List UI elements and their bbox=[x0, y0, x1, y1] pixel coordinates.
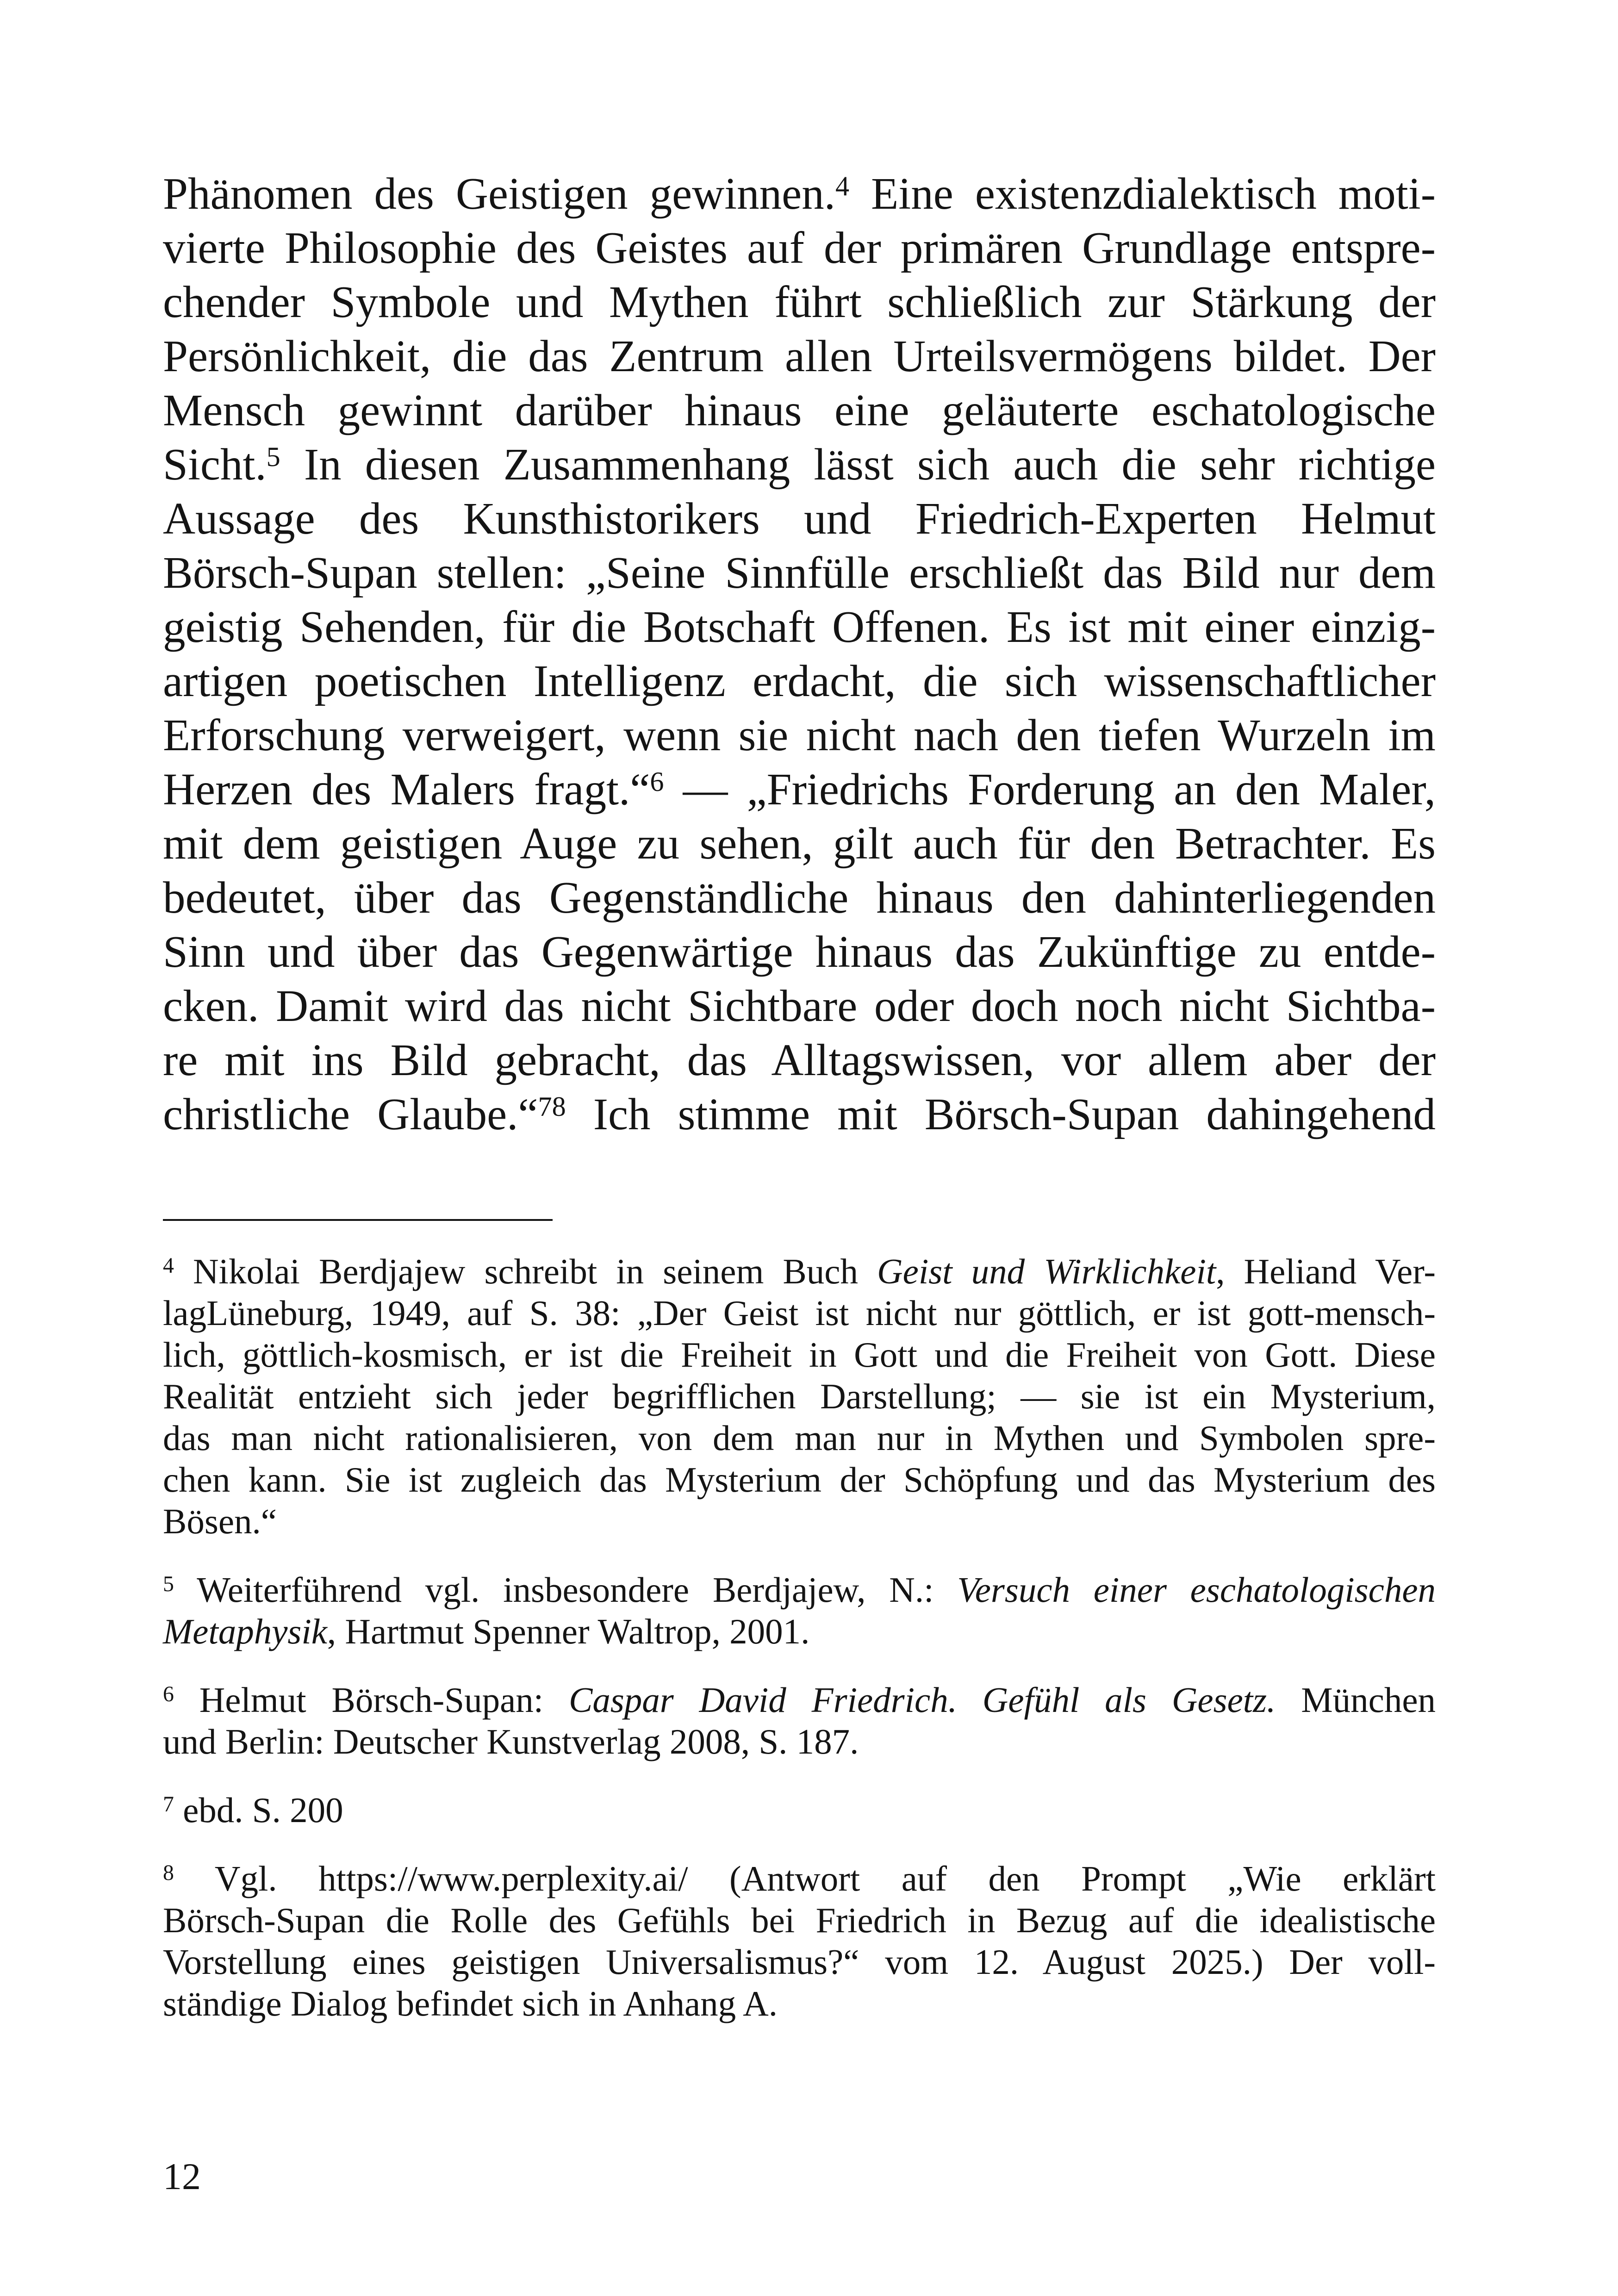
footnote-number: 8 bbox=[163, 1860, 174, 1885]
book-title: Caspar David Friedrich. Gefühl als Gesetz. bbox=[568, 1680, 1276, 1720]
book-title: Geist und Wirklichkeit bbox=[877, 1251, 1216, 1291]
body-line: Erforschung verweigert, wenn sie nicht nach den tiefen Wurzeln im bbox=[163, 710, 1436, 760]
body-line: bedeutet, über das Gegenständliche hinaus den dahinterliegenden bbox=[163, 873, 1436, 922]
body-line: cken. Damit wird das nicht Sichtbare oder doch noch nicht Sichtba- bbox=[163, 981, 1436, 1031]
footnote-line: $^8$ Vgl. https://www.perplexity.ai/ (Antwort auf den Prompt „Wie erklärt bbox=[163, 1859, 1436, 1898]
body-line: artigen poetischen Intelligenz erdacht, die sich wissenschaftlicher bbox=[163, 656, 1436, 706]
footnote-reference[interactable]: 78 bbox=[538, 1091, 566, 1123]
book-title: Versuch einer eschatologischen bbox=[957, 1570, 1436, 1610]
footnote-line: Bösen.“ bbox=[163, 1501, 277, 1541]
page-number: 12 bbox=[163, 2155, 201, 2197]
body-line: Sicht.$^5$ In diesen Zusammenhang lässt sich auch die sehr richtige bbox=[163, 440, 1436, 489]
body-line: mit dem geistigen Auge zu sehen, gilt auch für den Betrachter. Es bbox=[163, 819, 1436, 868]
body-line: Persönlichkeit, die das Zentrum allen Urteilsvermögens bildet. Der bbox=[163, 331, 1436, 381]
footnote-line: $^7$ ebd. S. 200 bbox=[163, 1790, 343, 1830]
footnote-separator bbox=[163, 1219, 553, 1221]
footnote-4 bbox=[163, 1251, 1436, 1542]
footnote-reference[interactable]: 4 bbox=[835, 171, 850, 202]
body-line: chender Symbole und Mythen führt schließlich zur Stärkung der bbox=[163, 277, 1436, 327]
footnote-reference[interactable]: 6 bbox=[650, 766, 664, 798]
footnote-line: und Berlin: Deutscher Kunstverlag 2008, S. 187. bbox=[163, 1722, 859, 1761]
footnote-number: 4 bbox=[163, 1253, 174, 1278]
footnote-number: 5 bbox=[163, 1572, 174, 1597]
body-text bbox=[163, 167, 1436, 1141]
footnote-line: das man nicht rationalisieren, von dem man nur in Mythen und Symbolen spre- bbox=[163, 1418, 1436, 1458]
footnote-line: lich, göttlich-kosmisch, er ist die Freiheit in Gott und die Freiheit von Gott. Diese bbox=[163, 1335, 1436, 1375]
body-line: Herzen des Malers fragt.“$^6$ — „Friedrichs Forderung an den Maler, bbox=[163, 765, 1436, 814]
footnote-line: Realität entzieht sich jeder begrifflichen Darstellung; — sie ist ein Mysterium, bbox=[163, 1376, 1436, 1416]
footnote-line: $^5$ Weiterführend vgl. insbesondere Berdjajew, N.: Versuch einer eschatologischen bbox=[163, 1570, 1436, 1610]
body-line: re mit ins Bild gebracht, das Alltagswissen, vor allem aber der bbox=[163, 1035, 1436, 1085]
footnote-line: Börsch-Supan die Rolle des Gefühls bei Friedrich in Bezug auf die idealistische bbox=[163, 1900, 1436, 1940]
body-line: Börsch-Supan stellen: „Seine Sinnfülle erschließt das Bild nur dem bbox=[163, 548, 1436, 597]
footnote-line: chen kann. Sie ist zugleich das Mysterium der Schöpfung und das Mysterium des bbox=[163, 1460, 1436, 1500]
footnote-6 bbox=[163, 1679, 1436, 1762]
footnote-line: $^4$ Nikolai Berdjajew schreibt in seinem Buch Geist und Wirklichkeit, Heliand Ver- bbox=[163, 1251, 1436, 1291]
footnote-line: ständige Dialog befindet sich in Anhang A. bbox=[163, 1984, 778, 2023]
body-line: Aussage des Kunsthistorikers und Friedrich-Experten Helmut bbox=[163, 494, 1436, 543]
body-line: geistig Sehenden, für die Botschaft Offenen. Es ist mit einer einzig- bbox=[163, 602, 1436, 652]
footnote-line: Vorstellung eines geistigen Universalismus?“ vom 12. August 2025.) Der voll- bbox=[163, 1942, 1436, 1982]
footnote-line: Metaphysik, Hartmut Spenner Waltrop, 2001. bbox=[163, 1612, 810, 1651]
body-line: vierte Philosophie des Geistes auf der primären Grundlage entspre- bbox=[163, 223, 1436, 273]
body-line: Phänomen des Geistigen gewinnen.$^4$ Eine existenzdialektisch moti- bbox=[163, 169, 1436, 218]
footnote-line: $^6$ Helmut Börsch-Supan: Caspar David Friedrich. Gefühl als Gesetz. München bbox=[163, 1680, 1436, 1720]
footnote-5 bbox=[163, 1569, 1436, 1652]
footnotes bbox=[163, 1251, 1436, 2051]
footnote-8 bbox=[163, 1858, 1436, 2024]
footnote-number: 7 bbox=[163, 1792, 174, 1817]
footnote-7 bbox=[163, 1789, 1436, 1831]
footnote-reference[interactable]: 5 bbox=[266, 442, 280, 473]
footnote-number: 6 bbox=[163, 1682, 174, 1707]
body-line: christliche Glaube.“$^{78}$ Ich stimme mit Börsch-Supan dahingehend bbox=[163, 1089, 1436, 1139]
body-line: Mensch gewinnt darüber hinaus eine geläuterte eschatologische bbox=[163, 386, 1436, 435]
body-line: Sinn und über das Gegenwärtige hinaus das Zukünftige zu entde- bbox=[163, 927, 1436, 977]
book-title: Metaphysik bbox=[163, 1612, 327, 1651]
footnote-line: lagLüneburg, 1949, auf S. 38: „Der Geist ist nicht nur göttlich, er ist gott-mensch- bbox=[163, 1293, 1436, 1333]
